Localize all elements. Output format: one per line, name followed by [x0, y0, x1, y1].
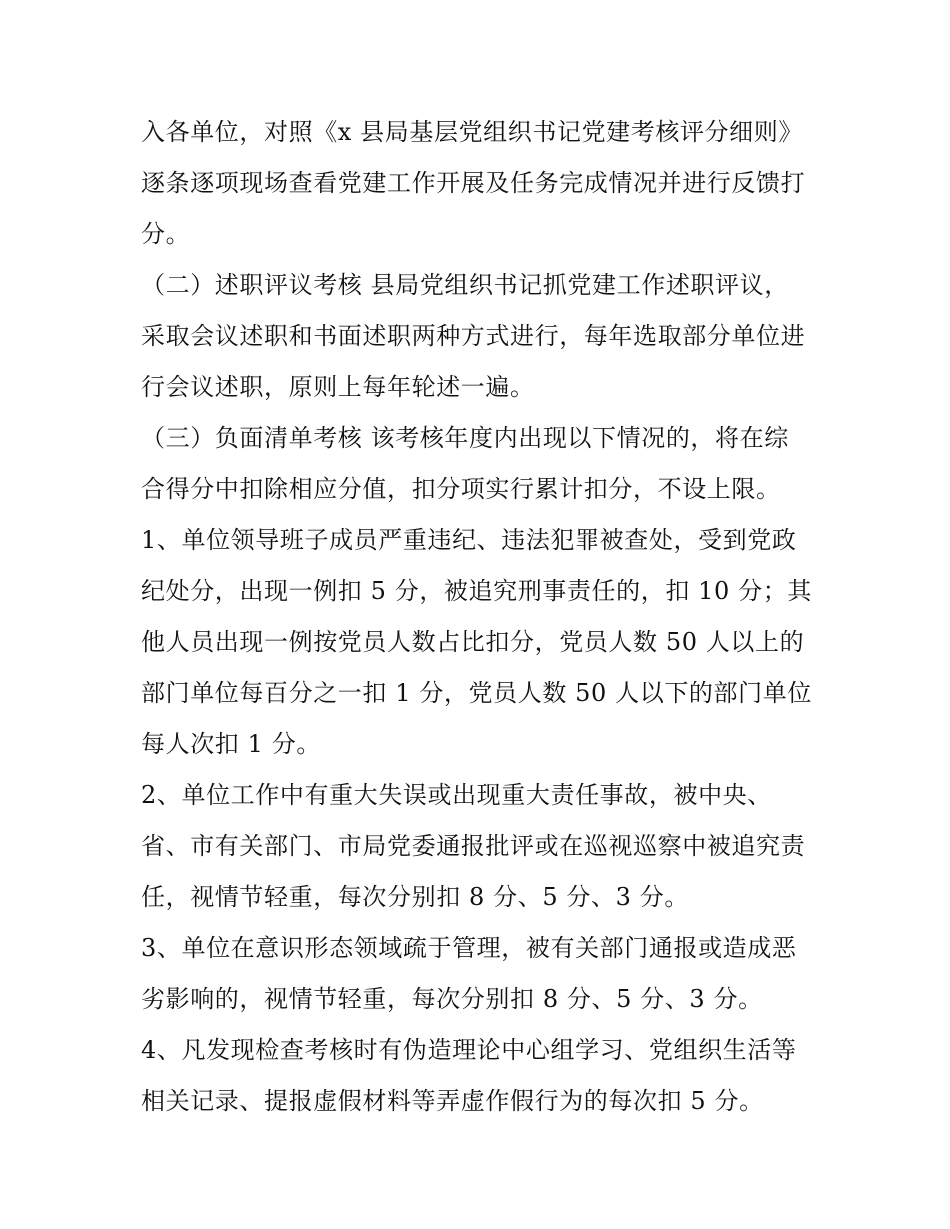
text-line: 他人员出现一例按党员人数占比扣分，党员人数 50 人以上的	[141, 628, 805, 656]
text-line: 合得分中扣除相应分值，扣分项实行累计扣分，不设上限。	[141, 475, 781, 503]
text-line: 任，视情节轻重，每次分别扣 8 分、5 分、3 分。	[141, 883, 689, 911]
text-line: 采取会议述职和书面述职两种方式进行，每年选取部分单位进	[141, 322, 806, 350]
text-line: 部门单位每百分之一扣 1 分，党员人数 50 人以下的部门单位	[141, 679, 812, 707]
document-body	[141, 107, 821, 1127]
list-item-line: 4、凡发现检查考核时有伪造理论中心组学习、党组织生活等	[141, 1036, 797, 1064]
list-item-line: 2、单位工作中有重大失误或出现重大责任事故，被中央、	[141, 781, 772, 809]
text-line: 相关记录、提报虚假材料等弄虚作假行为的每次扣 5 分。	[141, 1087, 764, 1115]
text-line: 分。	[141, 220, 191, 248]
text-line: 入各单位，对照《x 县局基层党组织书记党建考核评分细则》	[141, 118, 803, 146]
text-line: 行会议述职，原则上每年轮述一遍。	[141, 373, 535, 401]
list-item-line: 1、单位领导班子成员严重违纪、违法犯罪被查处，受到党政	[141, 526, 797, 554]
text-line: 省、市有关部门、市局党委通报批评或在巡视巡察中被追究责	[141, 832, 806, 860]
text-line: 逐条逐项现场查看党建工作开展及任务完成情况并进行反馈打	[141, 169, 806, 197]
section-heading-line: （三）负面清单考核 该考核年度内出现以下情况的，将在综	[141, 424, 789, 452]
section-heading-line: （二）述职评议考核 县局党组织书记抓党建工作述职评议，	[141, 271, 789, 299]
text-line: 纪处分，出现一例扣 5 分，被追究刑事责任的，扣 10 分；其	[141, 577, 812, 605]
text-line: 劣影响的，视情节轻重，每次分别扣 8 分、5 分、3 分。	[141, 985, 763, 1013]
text-line: 每人次扣 1 分。	[141, 730, 321, 758]
list-item-line: 3、单位在意识形态领域疏于管理，被有关部门通报或造成恶	[141, 934, 797, 962]
